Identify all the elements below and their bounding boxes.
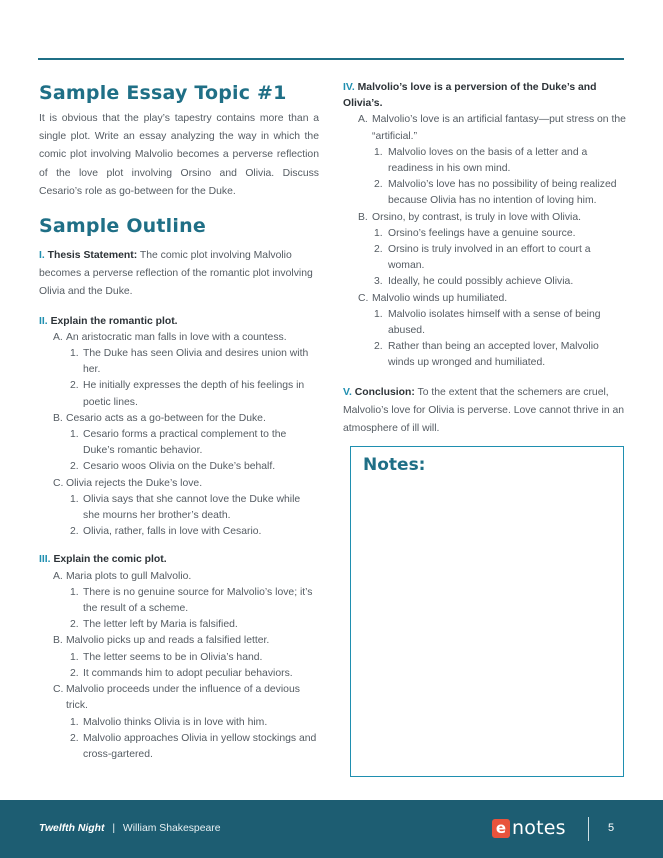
- outline-subitem: [343, 242, 626, 274]
- item-text: Rather than being an accepted lover, Malvolio winds up wronged and humiliated.: [388, 341, 599, 369]
- item-text: There is no genuine source for Malvolio’s love; it’s the result of a scheme.: [83, 586, 313, 615]
- outline-subitem: [343, 307, 626, 339]
- item-marker: B.: [53, 412, 63, 424]
- logo-e-icon: e: [492, 819, 510, 838]
- conclusion: [343, 384, 626, 439]
- outline-subitem: [39, 427, 319, 459]
- item-marker: 1.: [70, 716, 79, 728]
- item-marker: 1.: [70, 651, 79, 663]
- item-marker: A.: [358, 114, 368, 126]
- outline-subitem: [39, 666, 319, 682]
- outline-subitem: [39, 524, 319, 540]
- outline-subitem: [39, 346, 319, 378]
- item-marker: 2.: [374, 341, 383, 353]
- outline-item: [39, 411, 319, 427]
- outline-subitem: [343, 145, 626, 177]
- section-romantic-plot: [39, 314, 319, 541]
- outline-subitem: [39, 650, 319, 666]
- outline-subitem: [39, 715, 319, 731]
- book-title: Twelfth Night: [39, 823, 105, 834]
- notes-box[interactable]: [350, 446, 624, 777]
- item-marker: 1.: [70, 429, 79, 441]
- footer-separator: |: [112, 823, 116, 834]
- section-label: Explain the comic plot.: [53, 554, 167, 566]
- conclusion-label: Conclusion:: [354, 386, 415, 398]
- item-text: The letter seems to be in Olivia’s hand.: [83, 651, 263, 663]
- top-rule: [38, 58, 624, 60]
- item-marker: 2.: [70, 461, 79, 473]
- item-marker: 2.: [70, 619, 79, 631]
- item-text: Malvolio’s love has no possibility of being realized because Olivia has no intention of loving him.: [388, 179, 617, 207]
- author-name: William Shakespeare: [122, 823, 221, 834]
- notes-title: Notes:: [363, 455, 426, 475]
- outline-subitem: [343, 226, 626, 242]
- item-text: Malvolio approaches Olivia in yellow stockings and cross-gartered.: [83, 732, 317, 760]
- outline-item: [39, 569, 319, 585]
- logo-text: notes: [512, 817, 566, 839]
- section-number: IV.: [343, 82, 355, 93]
- outline-subitem: [39, 378, 319, 410]
- item-text: Malvolio winds up humiliated.: [372, 292, 508, 304]
- item-marker: C.: [53, 684, 64, 696]
- item-marker: 2.: [70, 732, 79, 744]
- page-number: 5: [608, 822, 615, 834]
- item-marker: C.: [358, 292, 369, 304]
- section-label: Malvolio’s love is a perversion of the Duke’s and Olivia’s.: [343, 82, 597, 110]
- item-marker: 1.: [70, 586, 79, 598]
- item-text: Olivia rejects the Duke’s love.: [66, 477, 203, 489]
- item-text: Orsino is truly involved in an effort to court a woman.: [388, 244, 591, 272]
- footer-divider: [588, 817, 589, 841]
- footer: [0, 800, 663, 858]
- section-number: III.: [39, 554, 51, 566]
- outline-item: [39, 330, 319, 346]
- section-number: V.: [343, 386, 352, 398]
- outline-subitem: [343, 177, 626, 209]
- item-text: Olivia, rather, falls in love with Cesario.: [83, 526, 262, 538]
- item-text: Ideally, he could possibly achieve Olivia.: [388, 276, 574, 288]
- item-text: Cesario acts as a go-between for the Duke.: [66, 412, 266, 424]
- item-marker: 2.: [374, 179, 383, 191]
- section-number: II.: [39, 315, 48, 327]
- outline-item: [39, 633, 319, 649]
- essay-topic-title: Sample Essay Topic #1: [39, 82, 287, 104]
- item-text: It commands him to adopt peculiar behaviors.: [83, 667, 293, 679]
- section-number: I.: [39, 250, 45, 262]
- outline-item: [343, 112, 626, 144]
- item-text: Cesario forms a practical complement to the Duke’s romantic behavior.: [83, 429, 287, 457]
- section-heading: [39, 552, 319, 568]
- item-marker: 2.: [374, 244, 383, 256]
- item-marker: 2.: [70, 667, 79, 679]
- outline-item: [343, 291, 626, 307]
- thesis-text: The comic plot involving Malvolio becomes a perverse reflection of the romantic plot involving Olivia and the Duke.: [39, 250, 313, 298]
- right-column: [343, 80, 626, 438]
- enotes-logo[interactable]: [492, 817, 566, 839]
- item-text: Cesario woos Olivia on the Duke’s behalf.: [83, 461, 276, 473]
- item-marker: B.: [53, 635, 63, 647]
- item-marker: 1.: [374, 227, 383, 239]
- section-label: Explain the romantic plot.: [50, 315, 178, 327]
- item-text: Olivia says that she cannot love the Duke while she mourns her brother’s death.: [83, 493, 301, 522]
- outline-subitem: [39, 617, 319, 633]
- thesis-statement: [39, 247, 319, 302]
- section-heading: [39, 314, 319, 330]
- left-column: [39, 80, 319, 763]
- item-text: He initially expresses the depth of his feelings in poetic lines.: [83, 380, 305, 408]
- outline-subitem: [39, 492, 319, 524]
- item-marker: 2.: [70, 526, 79, 538]
- footer-book-info: [39, 823, 221, 834]
- item-text: Malvolio isolates himself with a sense of being abused.: [388, 308, 601, 337]
- item-text: Malvolio’s love is an artificial fantasy—put stress on the “artificial.”: [372, 114, 626, 142]
- item-marker: C.: [53, 477, 64, 489]
- outline-item: [343, 210, 626, 226]
- item-text: Malvolio picks up and reads a falsified letter.: [66, 635, 270, 647]
- essay-topic-body: It is obvious that the play’s tapestry contains more than a single plot. Write an essay analyzing the way in which the comic plot involving Malvolio becomes a perverse reflection of the love plot involving Orsino and Olivia. Discuss Cesario’s role as go-between for the Duke.: [39, 113, 319, 197]
- item-text: Orsino’s feelings have a genuine source.: [388, 227, 576, 239]
- item-text: An aristocratic man falls in love with a countess.: [66, 331, 287, 343]
- item-marker: B.: [358, 211, 368, 223]
- item-text: The letter left by Maria is falsified.: [83, 619, 238, 631]
- outline-item: [39, 682, 319, 714]
- conclusion-text: To the extent that the schemers are cruel, Malvolio’s love for Olivia is perverse. Love cannot thrive in an atmosphere of ill will.: [343, 386, 625, 435]
- item-marker: 1.: [70, 493, 79, 505]
- item-text: Orsino, by contrast, is truly in love with Olivia.: [372, 211, 582, 223]
- outline-subitem: [39, 459, 319, 475]
- outline-title: Sample Outline: [39, 215, 206, 238]
- outline-subitem: [343, 339, 626, 371]
- thesis-label: Thesis Statement:: [47, 250, 138, 262]
- item-marker: 1.: [374, 146, 383, 158]
- item-marker: 3.: [374, 276, 383, 288]
- section-heading: [343, 80, 626, 112]
- section-comic-plot: [39, 552, 319, 763]
- item-text: The Duke has seen Olivia and desires union with her.: [83, 348, 309, 376]
- item-text: Maria plots to gull Malvolio.: [66, 570, 192, 582]
- item-text: Malvolio proceeds under the influence of a devious trick.: [66, 684, 300, 712]
- outline-item: [39, 476, 319, 492]
- item-marker: A.: [53, 331, 63, 343]
- item-marker: 1.: [374, 308, 383, 320]
- outline-subitem: [343, 274, 626, 290]
- item-text: Malvolio thinks Olivia is in love with him.: [83, 716, 268, 728]
- item-marker: 2.: [70, 380, 79, 392]
- outline-subitem: [39, 731, 319, 763]
- outline-subitem: [39, 585, 319, 617]
- item-text: Malvolio loves on the basis of a letter and a readiness in his own mind.: [388, 146, 588, 175]
- item-marker: 1.: [70, 348, 79, 360]
- item-marker: A.: [53, 570, 63, 582]
